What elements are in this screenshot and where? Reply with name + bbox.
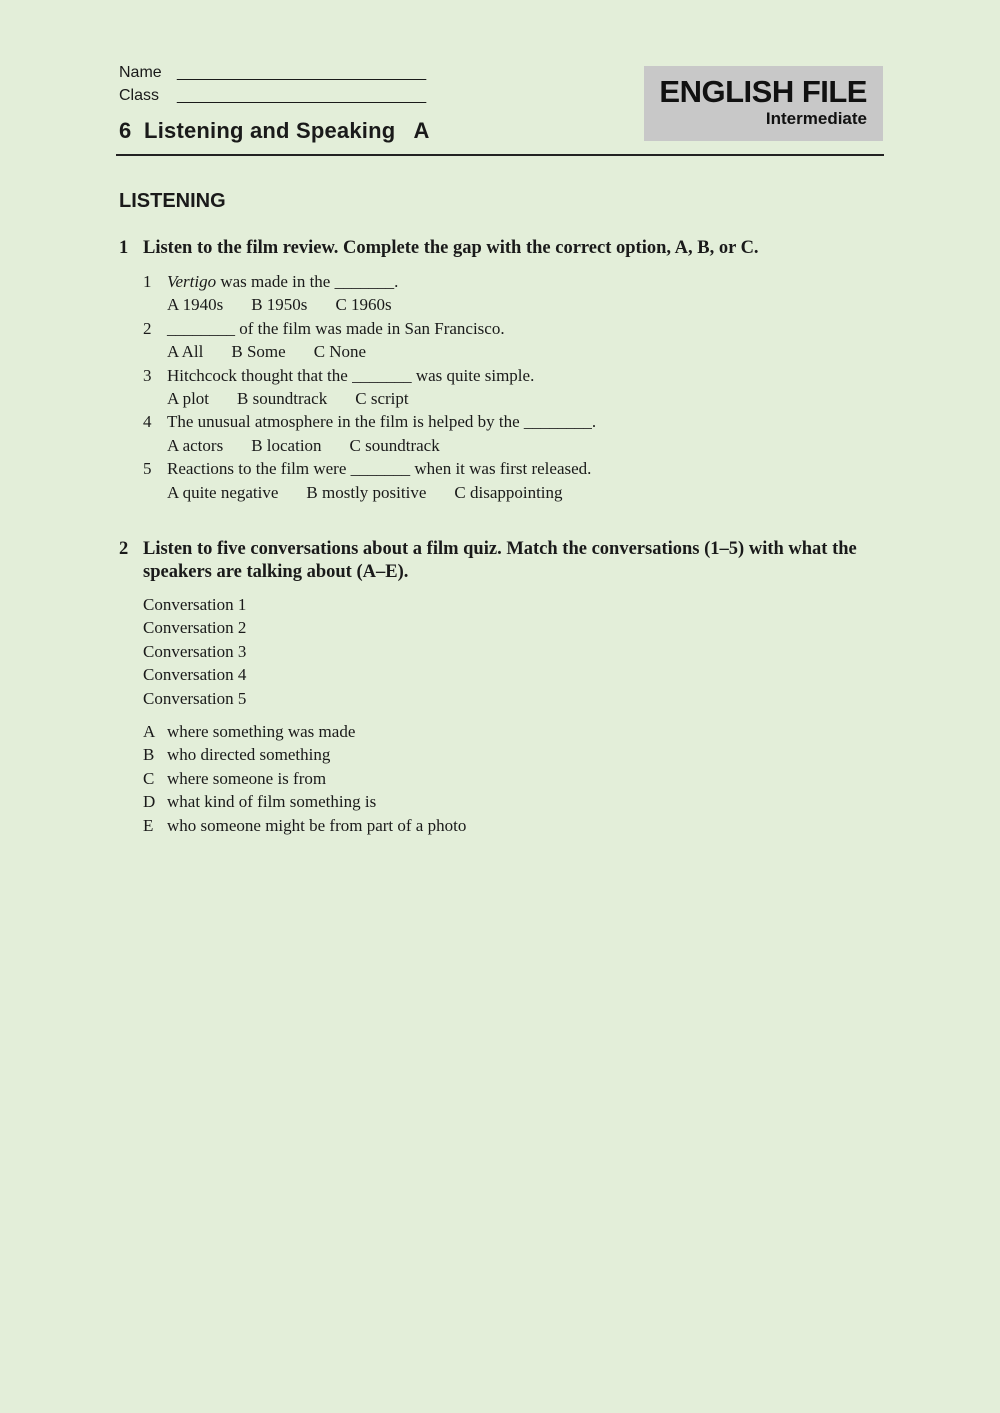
- question-text: ________ of the film was made in San Francisco.: [167, 318, 505, 338]
- match-text: where something was made: [167, 722, 356, 741]
- match-option: [143, 743, 466, 766]
- question-options: [143, 387, 596, 410]
- conversation-item: Conversation 2: [143, 618, 247, 638]
- match-text: where someone is from: [167, 768, 327, 788]
- task2-instruction-text: Listen to five conversations about a film quiz. Match the conversations (1–5) with what the speakers are talking about (A–E).: [143, 539, 857, 582]
- question-item: [143, 457, 596, 480]
- answer-option[interactable]: B soundtrack: [237, 389, 328, 409]
- match-letter: C: [143, 768, 155, 788]
- logo-level: Intermediate: [765, 109, 867, 128]
- task1-instruction-text: Listen to the film review. Complete the gap with the correct option, A, B, or C.: [143, 238, 759, 258]
- conversation-item: Conversation 5: [143, 688, 247, 708]
- conversation-list: [143, 593, 246, 710]
- class-field-row: [119, 87, 426, 105]
- answer-option[interactable]: C None: [313, 342, 367, 362]
- answer-option[interactable]: B 1950s: [251, 295, 308, 315]
- answer-option[interactable]: B mostly positive: [306, 482, 427, 502]
- answer-option[interactable]: C 1960s: [335, 295, 392, 315]
- answer-option[interactable]: A quite negative: [167, 482, 279, 502]
- answer-option[interactable]: A All: [167, 342, 204, 362]
- match-option: [143, 720, 466, 743]
- task2-instruction: [119, 538, 879, 584]
- answer-option[interactable]: B location: [251, 435, 322, 455]
- question-options: [143, 434, 596, 457]
- question-options: [143, 293, 596, 316]
- match-option: [143, 790, 466, 813]
- film-title: Vertigo: [167, 272, 217, 291]
- match-text: what kind of film something is: [167, 792, 377, 812]
- task1-number: 1: [119, 238, 129, 258]
- task2-number: 2: [119, 539, 129, 559]
- class-label: Class: [119, 87, 160, 104]
- question-number: 1: [143, 272, 152, 291]
- match-letter: A: [143, 722, 156, 741]
- question-item: [143, 317, 596, 340]
- question-item: [143, 364, 596, 387]
- match-text: who someone might be from part of a photo: [167, 815, 467, 835]
- question-number: 2: [143, 318, 152, 338]
- conversation-item: Conversation 1: [143, 595, 247, 614]
- english-file-logo: [644, 66, 883, 141]
- question-text: was made in the _______.: [216, 272, 399, 291]
- match-letter: E: [143, 815, 154, 835]
- answer-option[interactable]: B Some: [231, 342, 286, 362]
- question-options: [143, 340, 596, 363]
- answer-option[interactable]: C script: [355, 389, 409, 409]
- logo-brand: ENGLISH FILE: [659, 74, 867, 109]
- page-title: 6 Listening and Speaking A: [119, 118, 430, 143]
- task1-instruction: [119, 237, 759, 260]
- match-option: [143, 767, 466, 790]
- question-options: [143, 481, 596, 504]
- question-text: The unusual atmosphere in the film is helped by the ________.: [167, 412, 597, 432]
- match-letter: D: [143, 792, 156, 812]
- answer-option[interactable]: A actors: [167, 435, 224, 455]
- question-number: 3: [143, 365, 152, 385]
- answer-option[interactable]: A 1940s: [167, 295, 224, 315]
- answer-option[interactable]: C disappointing: [454, 482, 563, 502]
- answer-option[interactable]: A plot: [167, 389, 210, 409]
- match-text: who directed something: [167, 745, 331, 765]
- question-number: 4: [143, 412, 152, 432]
- name-blank-line[interactable]: ____________________________: [177, 64, 427, 81]
- question-text: Reactions to the film were _______ when it was first released.: [167, 459, 592, 479]
- match-option: [143, 814, 466, 837]
- section-title: LISTENING: [119, 190, 226, 212]
- answer-option[interactable]: C soundtrack: [349, 435, 440, 455]
- name-field-row: [119, 64, 426, 82]
- task1-question-list: [143, 270, 596, 504]
- conversation-item: Conversation 3: [143, 641, 247, 661]
- match-letter: B: [143, 745, 155, 765]
- question-item: [143, 410, 596, 433]
- name-label: Name: [119, 64, 162, 81]
- class-blank-line[interactable]: ____________________________: [177, 87, 427, 104]
- header-divider: [116, 154, 884, 156]
- answer-option-list: [143, 720, 466, 837]
- question-item: [143, 270, 596, 293]
- question-number: 5: [143, 459, 152, 479]
- conversation-item: Conversation 4: [143, 665, 247, 685]
- question-text: Hitchcock thought that the _______ was quite simple.: [167, 365, 535, 385]
